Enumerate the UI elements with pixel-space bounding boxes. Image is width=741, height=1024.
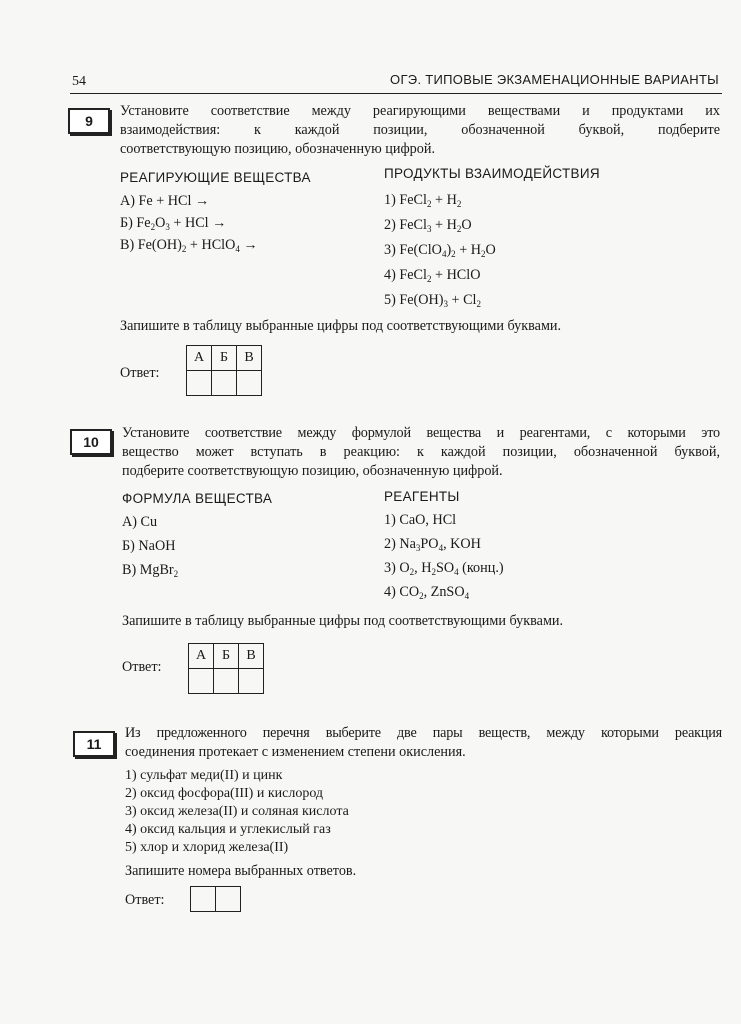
q9-reactants-list (120, 190, 258, 256)
q9-prompt (120, 102, 720, 159)
q9-instruction: Запишите в таблицу выбранные цифры под соответствующими буквами. (120, 318, 562, 334)
q10-answer-table (188, 643, 264, 694)
q9-answer-cell-a[interactable] (187, 371, 212, 396)
q10-left-header: ФОРМУЛА ВЕЩЕСТВА (122, 491, 273, 506)
q11-options-list (125, 767, 349, 857)
q10-col-b-header: Б (214, 644, 239, 669)
q10-answer-cell-c[interactable] (239, 669, 264, 694)
q10-reagent-2: 2) $Na_3PO_4$, KOH (384, 536, 481, 553)
q9-right-header: ПРОДУКТЫ ВЗАИМОДЕЙСТВИЯ (384, 166, 600, 181)
q9-product-5: 5) $Fe(OH)_3 + Cl_2$ (384, 292, 481, 309)
q9-product-1: 1) FeCl$_2$ + $H_2$ (384, 192, 462, 209)
q11-option-5: 5) хлор и хлорид железа(II) (125, 840, 289, 855)
q10-reagents-list (384, 508, 504, 604)
q11-answer-label: Ответ: (125, 892, 165, 908)
q10-formula-b: Б) NaOH (122, 538, 176, 554)
q11-answer-cell-1[interactable] (191, 887, 216, 912)
q10-prompt-line-1: Установите соответствие между формулой вещества и реагентами, с которыми это (122, 425, 720, 441)
q9-answer-cell-b[interactable] (212, 371, 237, 396)
q9-reactant-b: Б) $Fe_2O_3$ + HCl → (120, 215, 227, 232)
q11-option-1: 1) сульфат меди(II) и цинк (125, 768, 283, 783)
page-number: 54 (72, 74, 86, 89)
q9-answer-cell-c[interactable] (237, 371, 262, 396)
question-number-10: 10 (70, 429, 112, 455)
q11-answer-cell-2[interactable] (216, 887, 241, 912)
q10-formulas-list (122, 510, 178, 582)
q10-reagent-3: 3) $O_2$, $H_2SO_4$ (конц.) (384, 560, 504, 577)
q9-answer-table (186, 345, 262, 396)
q11-option-4: 4) оксид кальция и углекислый газ (125, 822, 331, 837)
q10-answer-label: Ответ: (122, 659, 162, 675)
q10-col-c-header: В (239, 644, 264, 669)
question-number-9: 9 (68, 108, 110, 134)
q9-col-b-header: Б (212, 346, 237, 371)
q11-instruction: Запишите номера выбранных ответов. (125, 863, 357, 879)
q9-left-header: РЕАГИРУЮЩИЕ ВЕЩЕСТВА (120, 170, 311, 185)
q10-formula-c: В) MgBr$_2$ (122, 562, 179, 579)
q10-answer-cell-a[interactable] (189, 669, 214, 694)
running-header-title: ОГЭ. ТИПОВЫЕ ЭКЗАМЕНАЦИОННЫЕ ВАРИАНТЫ (390, 72, 719, 87)
q9-reactant-c: В) $Fe(OH)_2$ + HClO$_4$ → (120, 237, 258, 254)
q11-option-2: 2) оксид фосфора(III) и кислород (125, 786, 324, 801)
q9-prompt-line-1: Установите соответствие между реагирующими веществами и продуктами их (120, 103, 720, 119)
q10-right-header: РЕАГЕНТЫ (384, 489, 460, 504)
q9-product-4: 4) FeCl$_2$ + HClO (384, 267, 481, 284)
q11-answer-table (190, 886, 241, 912)
q10-instruction: Запишите в таблицу выбранные цифры под соответствующими буквами. (122, 613, 564, 629)
q10-answer-cell-b[interactable] (214, 669, 239, 694)
q11-prompt (125, 724, 722, 762)
q10-reagent-1: 1) CaO, HCl (384, 512, 457, 528)
q9-product-2: 2) FeCl$_3$ + $H_2O$ (384, 217, 472, 234)
q9-col-a-header: А (187, 346, 212, 371)
q9-answer-label: Ответ: (120, 365, 160, 381)
q9-prompt-line-2: взаимодействия: к каждой позиции, обозначенной буквой, подберите (120, 122, 720, 138)
q9-reactant-a: А) Fe + HCl → (120, 193, 210, 209)
q11-prompt-line-2: соединения протекает с изменением степени окисления. (125, 744, 466, 760)
q10-prompt-line-3: подберите соответствующую позицию, обозначенную цифрой. (122, 463, 503, 479)
q9-col-c-header: В (237, 346, 262, 371)
q9-prompt-line-3: соответствующую позицию, обозначенную цифрой. (120, 141, 436, 157)
q9-product-3: 3) $Fe(ClO_4)_2 + H_2O$ (384, 242, 496, 259)
q10-prompt (122, 424, 720, 481)
header-rule (70, 93, 722, 94)
q10-formula-a: А) Cu (122, 514, 158, 530)
q10-reagent-4: 4) $CO_2$, ZnSO$_4$ (384, 584, 470, 601)
q11-prompt-line-1: Из предложенного перечня выберите две пары веществ, между которыми реакция (125, 725, 722, 741)
q10-col-a-header: А (189, 644, 214, 669)
q11-option-3: 3) оксид железа(II) и соляная кислота (125, 804, 349, 819)
question-number-11: 11 (73, 731, 115, 757)
q9-products-list (384, 188, 496, 313)
q10-prompt-line-2: вещество может вступать в реакцию: к каждой позиции, обозначенной буквой, (122, 444, 720, 460)
